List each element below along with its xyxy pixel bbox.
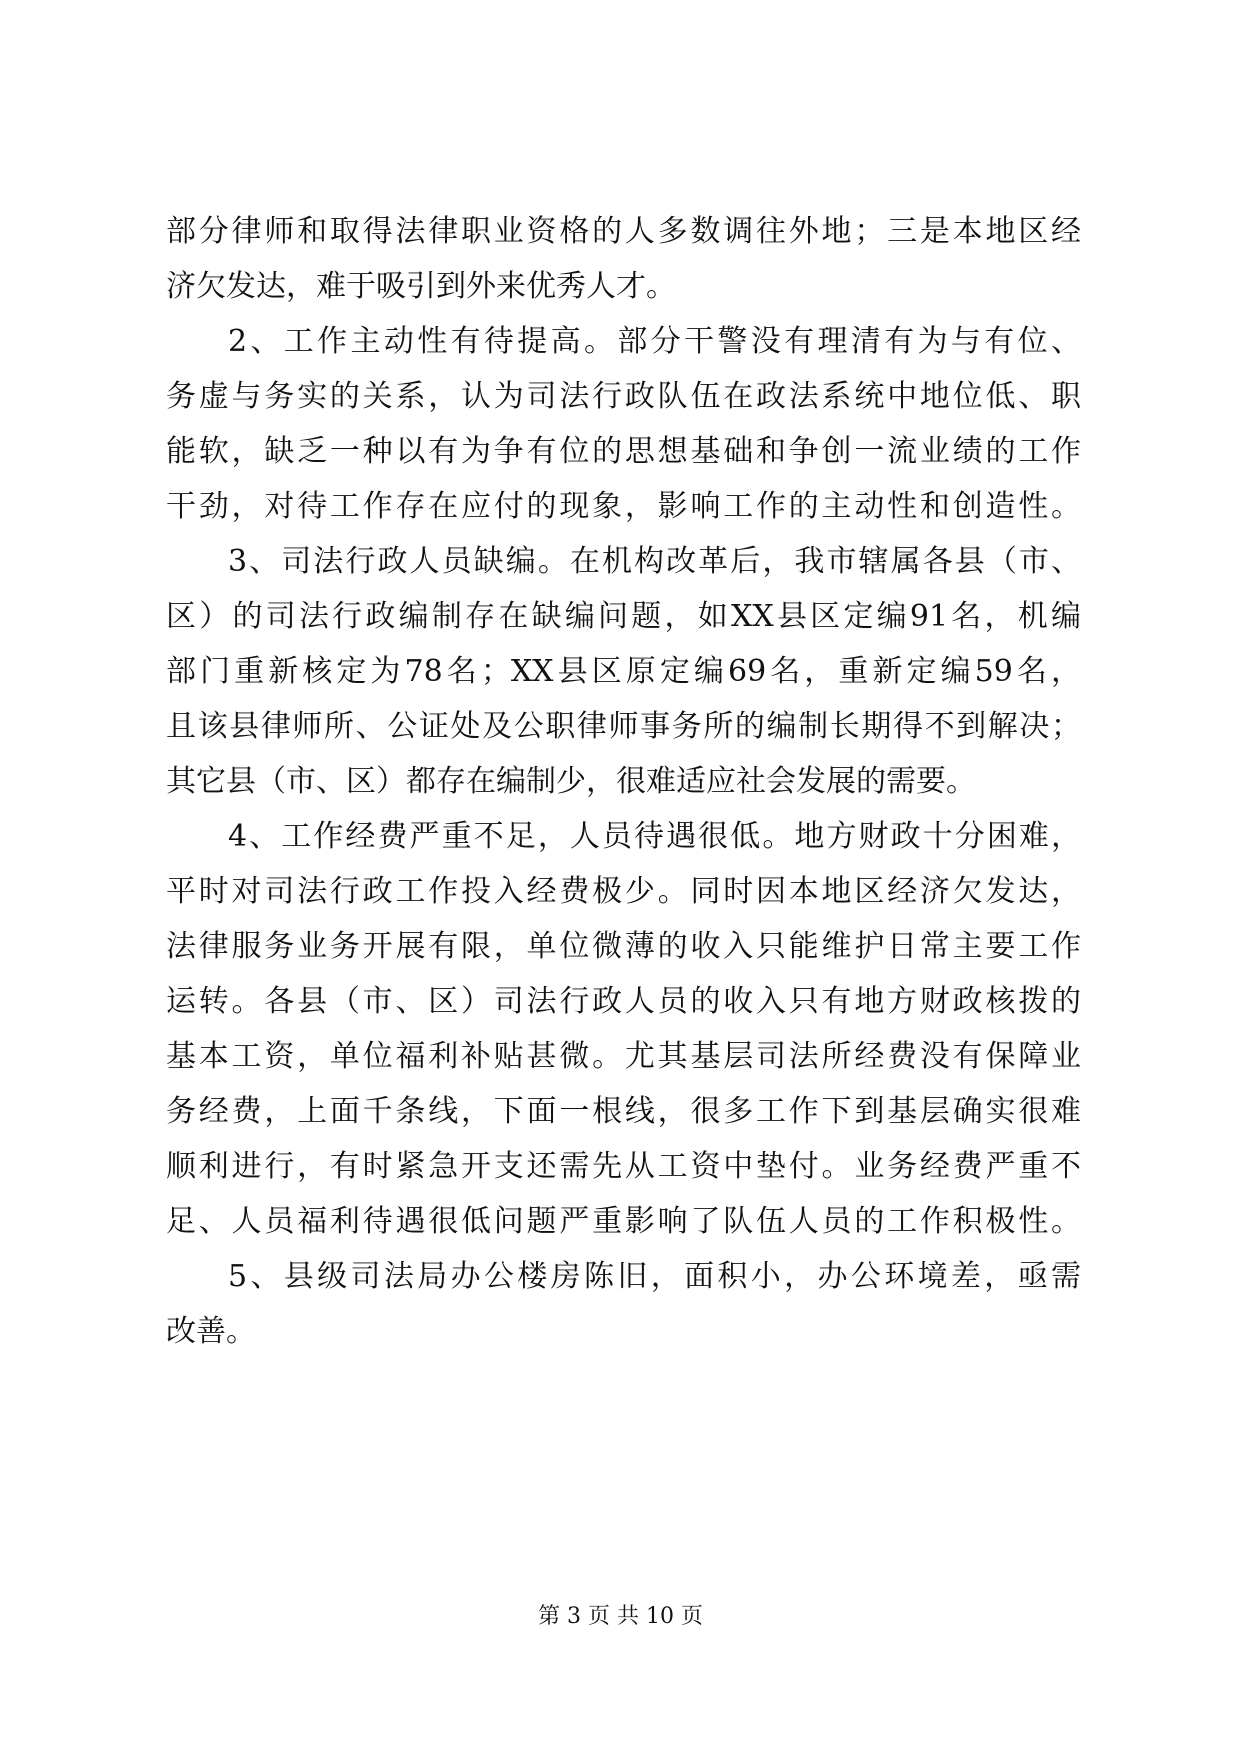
- body-line-16: 基本工资，单位福利补贴甚微。尤其基层司法所经费没有保障业: [166, 1039, 1081, 1074]
- body-line-2: 济欠发达，难于吸引到外来优秀人才。: [166, 269, 676, 304]
- body-line-21: 改善。: [166, 1314, 256, 1349]
- body-line-1: 部分律师和取得法律职业资格的人多数调往外地；三是本地区经: [166, 214, 1081, 249]
- body-line-6: 干劲，对待工作存在应付的现象，影响工作的主动性和创造性。: [166, 489, 1081, 524]
- body-line-17: 务经费，上面千条线，下面一根线，很多工作下到基层确实很难: [166, 1094, 1081, 1129]
- body-line-13: 平时对司法行政工作投入经费极少。同时因本地区经济欠发达，: [166, 874, 1081, 909]
- body-line-19: 足、人员福利待遇很低问题严重影响了队伍人员的工作积极性。: [166, 1204, 1081, 1239]
- body-line-3: 2、工作主动性有待提高。部分干警没有理清有为与有位、: [228, 324, 1081, 359]
- body-line-4: 务虚与务实的关系，认为司法行政队伍在政法系统中地位低、职: [166, 379, 1081, 414]
- body-line-9: 部门重新核定为78名；XX县区原定编69名，重新定编59名，: [166, 654, 1081, 689]
- body-line-15: 运转。各县（市、区）司法行政人员的收入只有地方财政核拨的: [166, 984, 1081, 1019]
- body-line-18: 顺利进行，有时紧急开支还需先从工资中垫付。业务经费严重不: [166, 1149, 1081, 1184]
- body-line-12: 4、工作经费严重不足，人员待遇很低。地方财政十分困难，: [228, 819, 1081, 854]
- body-line-5: 能软，缺乏一种以有为争有位的思想基础和争创一流业绩的工作: [166, 434, 1081, 469]
- body-line-14: 法律服务业务开展有限，单位微薄的收入只能维护日常主要工作: [166, 929, 1081, 964]
- body-line-20: 5、县级司法局办公楼房陈旧，面积小，办公环境差，亟需: [228, 1259, 1081, 1294]
- body-line-7: 3、司法行政人员缺编。在机构改革后，我市辖属各县（市、: [228, 544, 1081, 579]
- page-number-footer: 第 3 页 共 10 页: [538, 1604, 703, 1629]
- body-line-11: 其它县（市、区）都存在编制少，很难适应社会发展的需要。: [166, 764, 976, 799]
- body-line-10: 且该县律师所、公证处及公职律师事务所的编制长期得不到解决；: [166, 709, 1081, 744]
- body-line-8: 区）的司法行政编制存在缺编问题，如XX县区定编91名，机编: [166, 599, 1081, 634]
